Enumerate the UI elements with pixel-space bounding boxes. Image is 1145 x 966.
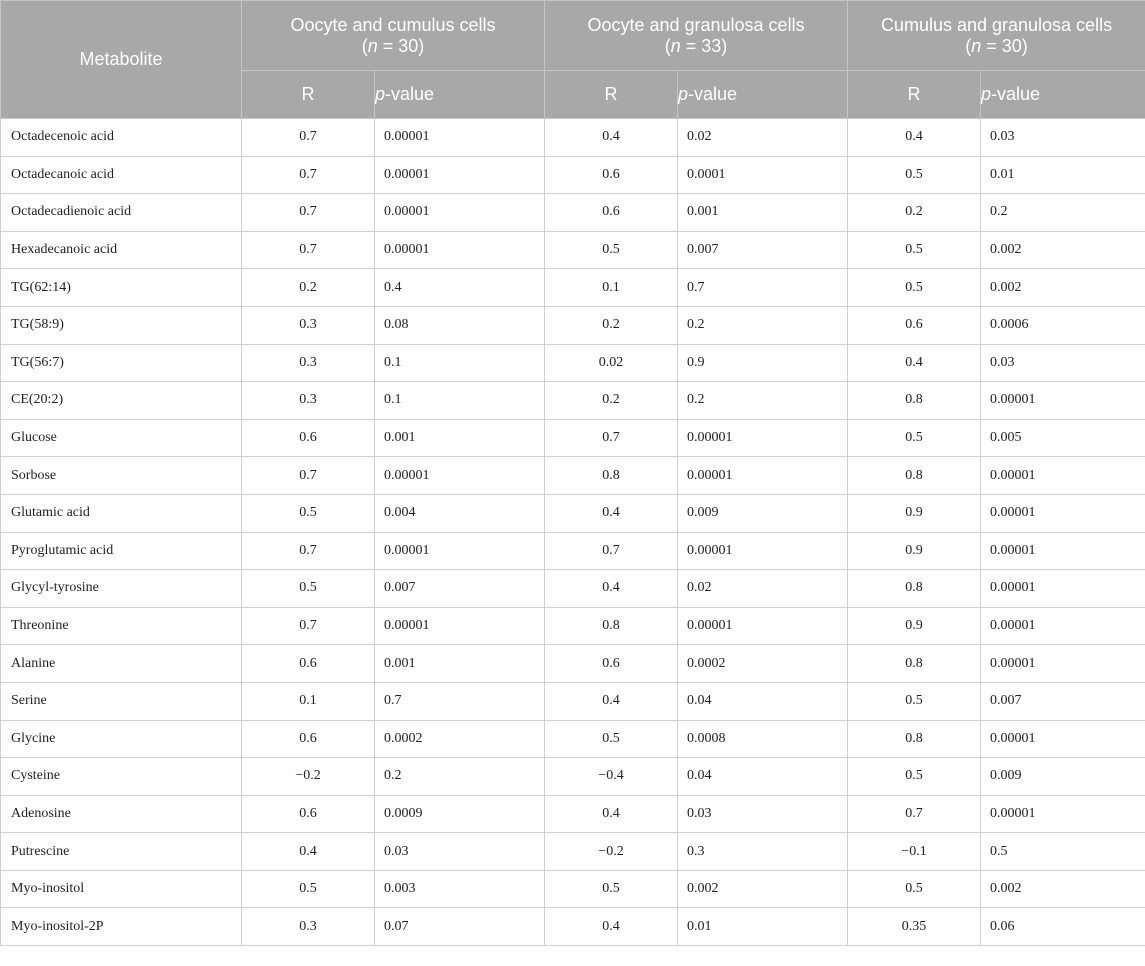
r-value: 0.7 — [242, 231, 375, 269]
p-value: 0.00001 — [375, 194, 545, 232]
p-value: 0.2 — [678, 306, 848, 344]
r-value: 0.2 — [848, 194, 981, 232]
r-value: 0.7 — [242, 156, 375, 194]
table-row — [1, 419, 1145, 457]
r-value: 0.4 — [545, 795, 678, 833]
p-value: 0.7 — [375, 682, 545, 720]
p-value: 0.9 — [678, 344, 848, 382]
r-value: 0.8 — [848, 382, 981, 420]
p-value: 0.007 — [678, 231, 848, 269]
p-value: 0.2 — [981, 194, 1145, 232]
r-value: 0.35 — [848, 908, 981, 946]
metabolite-name: TG(62:14) — [1, 269, 242, 307]
table-row — [1, 457, 1145, 495]
p-value: 0.2 — [678, 382, 848, 420]
r-value: 0.5 — [242, 570, 375, 608]
r-value: 0.5 — [848, 231, 981, 269]
group-header-cumulus-granulosa: Cumulus and granulosa cells (n = 30) — [848, 1, 1145, 71]
r-value: 0.6 — [545, 156, 678, 194]
p-value: 0.00001 — [375, 156, 545, 194]
r-value: 0.6 — [242, 795, 375, 833]
r-value: 0.8 — [848, 570, 981, 608]
p-value: 0.01 — [678, 908, 848, 946]
p-value: 0.00001 — [981, 720, 1145, 758]
p-value: 0.03 — [375, 833, 545, 871]
r-value: 0.8 — [545, 607, 678, 645]
metabolite-name: Cysteine — [1, 758, 242, 796]
metabolite-name: Glycyl-tyrosine — [1, 570, 242, 608]
r-value: 0.7 — [242, 194, 375, 232]
p-value: 0.00001 — [981, 607, 1145, 645]
metabolite-name: Hexadecanoic acid — [1, 231, 242, 269]
metabolite-name: TG(58:9) — [1, 306, 242, 344]
r-column-header: R — [545, 71, 678, 119]
p-value: 0.04 — [678, 682, 848, 720]
r-value: 0.4 — [848, 119, 981, 157]
r-value: 0.5 — [242, 870, 375, 908]
p-value: 0.01 — [981, 156, 1145, 194]
r-value: 0.8 — [848, 457, 981, 495]
table-row — [1, 156, 1145, 194]
metabolite-name: CE(20:2) — [1, 382, 242, 420]
p-value: 0.002 — [981, 231, 1145, 269]
p-value: 0.0009 — [375, 795, 545, 833]
table-row — [1, 795, 1145, 833]
metabolite-header: Metabolite — [1, 1, 242, 119]
r-value: 0.02 — [545, 344, 678, 382]
p-value: 0.00001 — [678, 607, 848, 645]
p-value: 0.00001 — [375, 607, 545, 645]
p-value: 0.007 — [981, 682, 1145, 720]
r-value: 0.3 — [242, 344, 375, 382]
r-value: 0.7 — [242, 457, 375, 495]
r-value: 0.2 — [545, 306, 678, 344]
r-value: 0.9 — [848, 532, 981, 570]
metabolite-name: Myo-inositol — [1, 870, 242, 908]
r-value: 0.4 — [242, 833, 375, 871]
p-value: 0.00001 — [375, 119, 545, 157]
r-value: 0.4 — [545, 908, 678, 946]
r-value: 0.3 — [242, 908, 375, 946]
r-value: 0.5 — [848, 156, 981, 194]
r-column-header: R — [848, 71, 981, 119]
r-value: 0.6 — [848, 306, 981, 344]
r-value: 0.1 — [242, 682, 375, 720]
r-value: 0.6 — [242, 419, 375, 457]
table-row — [1, 607, 1145, 645]
r-value: 0.6 — [242, 645, 375, 683]
p-value: 0.00001 — [678, 419, 848, 457]
r-value: 0.8 — [848, 645, 981, 683]
p-value-column-header: p-value — [375, 71, 545, 119]
metabolite-name: Serine — [1, 682, 242, 720]
r-value: 0.5 — [848, 269, 981, 307]
r-value: 0.5 — [545, 231, 678, 269]
p-value: 0.04 — [678, 758, 848, 796]
table-row — [1, 269, 1145, 307]
r-value: 0.4 — [545, 682, 678, 720]
p-value: 0.0008 — [678, 720, 848, 758]
metabolite-name: Glucose — [1, 419, 242, 457]
table-row — [1, 194, 1145, 232]
p-value: 0.00001 — [981, 532, 1145, 570]
p-value: 0.007 — [375, 570, 545, 608]
r-value: 0.6 — [545, 194, 678, 232]
p-value: 0.009 — [678, 494, 848, 532]
p-value: 0.08 — [375, 306, 545, 344]
table-row — [1, 682, 1145, 720]
r-value: 0.1 — [545, 269, 678, 307]
r-value: −0.2 — [242, 758, 375, 796]
p-value: 0.03 — [981, 119, 1145, 157]
p-value: 0.7 — [678, 269, 848, 307]
p-value: 0.03 — [678, 795, 848, 833]
group-header-oocyte-cumulus: Oocyte and cumulus cells (n = 30) — [242, 1, 545, 71]
metabolite-name: Octadecenoic acid — [1, 119, 242, 157]
r-column-header: R — [242, 71, 375, 119]
metabolite-name: Glycine — [1, 720, 242, 758]
p-value: 0.002 — [678, 870, 848, 908]
metabolite-name: TG(56:7) — [1, 344, 242, 382]
metabolite-name: Pyroglutamic acid — [1, 532, 242, 570]
r-value: 0.7 — [545, 419, 678, 457]
r-value: 0.8 — [545, 457, 678, 495]
r-value: 0.5 — [545, 720, 678, 758]
table-header — [1, 1, 1145, 119]
group-title: Oocyte and granulosa cells — [587, 14, 805, 35]
table-row — [1, 720, 1145, 758]
table-body — [1, 119, 1145, 946]
p-value: 0.004 — [375, 494, 545, 532]
table-row — [1, 645, 1145, 683]
p-value: 0.4 — [375, 269, 545, 307]
r-value: 0.4 — [848, 344, 981, 382]
p-value: 0.001 — [375, 419, 545, 457]
p-value: 0.00001 — [981, 795, 1145, 833]
p-value: 0.1 — [375, 382, 545, 420]
r-value: 0.2 — [545, 382, 678, 420]
group-header-oocyte-granulosa: Oocyte and granulosa cells (n = 33) — [545, 1, 848, 71]
p-value: 0.00001 — [981, 570, 1145, 608]
r-value: −0.4 — [545, 758, 678, 796]
p-value: 0.07 — [375, 908, 545, 946]
p-value: 0.003 — [375, 870, 545, 908]
p-value: 0.02 — [678, 119, 848, 157]
p-value: 0.00001 — [678, 532, 848, 570]
p-value: 0.02 — [678, 570, 848, 608]
r-value: 0.4 — [545, 570, 678, 608]
table-row — [1, 306, 1145, 344]
p-value-column-header: p-value — [981, 71, 1145, 119]
metabolite-name: Adenosine — [1, 795, 242, 833]
r-value: 0.5 — [848, 870, 981, 908]
r-value: 0.3 — [242, 382, 375, 420]
p-value: 0.00001 — [981, 494, 1145, 532]
r-value: 0.5 — [848, 682, 981, 720]
r-value: 0.5 — [848, 419, 981, 457]
metabolite-name: Threonine — [1, 607, 242, 645]
p-value: 0.0002 — [375, 720, 545, 758]
p-value: 0.0002 — [678, 645, 848, 683]
r-value: 0.2 — [242, 269, 375, 307]
table-row — [1, 344, 1145, 382]
p-value: 0.1 — [375, 344, 545, 382]
p-value: 0.002 — [981, 269, 1145, 307]
table-row — [1, 231, 1145, 269]
p-value: 0.0001 — [678, 156, 848, 194]
p-value: 0.00001 — [375, 457, 545, 495]
p-value: 0.00001 — [981, 457, 1145, 495]
table-row — [1, 908, 1145, 946]
table-row — [1, 382, 1145, 420]
r-value: −0.1 — [848, 833, 981, 871]
p-value: 0.5 — [981, 833, 1145, 871]
r-value: 0.8 — [848, 720, 981, 758]
p-value: 0.0006 — [981, 306, 1145, 344]
r-value: 0.7 — [242, 119, 375, 157]
metabolite-name: Sorbose — [1, 457, 242, 495]
p-value: 0.00001 — [678, 457, 848, 495]
p-value: 0.009 — [981, 758, 1145, 796]
p-value-column-header: p-value — [678, 71, 848, 119]
r-value: 0.7 — [242, 532, 375, 570]
r-value: 0.5 — [242, 494, 375, 532]
group-title: Oocyte and cumulus cells — [290, 14, 496, 35]
p-value: 0.001 — [375, 645, 545, 683]
metabolite-name: Glutamic acid — [1, 494, 242, 532]
r-value: 0.7 — [848, 795, 981, 833]
metabolite-name: Octadecadienoic acid — [1, 194, 242, 232]
metabolite-name: Putrescine — [1, 833, 242, 871]
p-value: 0.3 — [678, 833, 848, 871]
r-value: 0.6 — [545, 645, 678, 683]
table-row — [1, 833, 1145, 871]
r-value: 0.9 — [848, 607, 981, 645]
p-value: 0.00001 — [981, 382, 1145, 420]
r-value: 0.3 — [242, 306, 375, 344]
metabolite-name: Alanine — [1, 645, 242, 683]
p-value: 0.005 — [981, 419, 1145, 457]
r-value: 0.7 — [242, 607, 375, 645]
r-value: 0.6 — [242, 720, 375, 758]
r-value: 0.5 — [848, 758, 981, 796]
table-row — [1, 758, 1145, 796]
table-row — [1, 119, 1145, 157]
metabolite-name: Octadecanoic acid — [1, 156, 242, 194]
r-value: 0.5 — [545, 870, 678, 908]
p-value: 0.00001 — [981, 645, 1145, 683]
p-value: 0.00001 — [375, 231, 545, 269]
p-value: 0.2 — [375, 758, 545, 796]
table-row — [1, 494, 1145, 532]
p-value: 0.06 — [981, 908, 1145, 946]
r-value: 0.4 — [545, 119, 678, 157]
r-value: −0.2 — [545, 833, 678, 871]
p-value: 0.002 — [981, 870, 1145, 908]
metabolite-name: Myo-inositol-2P — [1, 908, 242, 946]
p-value: 0.001 — [678, 194, 848, 232]
p-value: 0.00001 — [375, 532, 545, 570]
table-row — [1, 532, 1145, 570]
r-value: 0.9 — [848, 494, 981, 532]
table-row — [1, 570, 1145, 608]
r-value: 0.7 — [545, 532, 678, 570]
group-title: Cumulus and granulosa cells — [880, 14, 1113, 35]
p-value: 0.03 — [981, 344, 1145, 382]
table-row — [1, 870, 1145, 908]
r-value: 0.4 — [545, 494, 678, 532]
